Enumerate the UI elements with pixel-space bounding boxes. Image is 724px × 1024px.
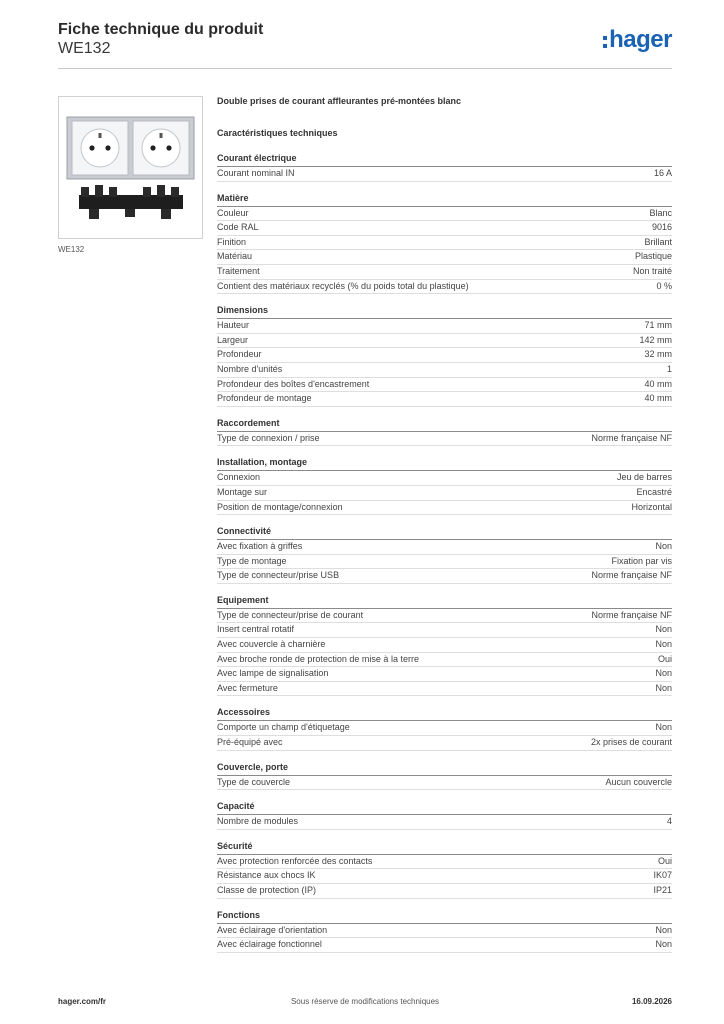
spec-row <box>217 250 672 265</box>
spec-row <box>217 884 672 899</box>
section-title: Equipement <box>217 594 672 609</box>
spec-value: 0 % <box>656 280 672 291</box>
spec-row <box>217 721 672 736</box>
image-caption: WE132 <box>58 245 85 254</box>
spec-value: Non <box>655 668 672 679</box>
spec-row <box>217 236 672 251</box>
section-title: Accessoires <box>217 706 672 721</box>
spec-value: Non <box>655 939 672 950</box>
spec-value: Brillant <box>644 236 672 247</box>
spec-row <box>217 334 672 349</box>
spec-row <box>217 540 672 555</box>
section-title: Installation, montage <box>217 456 672 471</box>
spec-value: 9016 <box>651 222 672 233</box>
spec-value: 71 mm <box>644 320 672 331</box>
footer-notice: Sous réserve de modifications techniques <box>290 997 440 1006</box>
spec-label: Insert central rotatif <box>217 624 295 635</box>
spec-row <box>217 378 672 393</box>
spec-label: Traitement <box>217 265 260 276</box>
spec-value: Blanc <box>649 207 672 218</box>
spec-row <box>217 363 672 378</box>
spec-value: 16 A <box>653 168 672 178</box>
header-divider <box>58 68 672 69</box>
spec-row <box>217 736 672 751</box>
spec-label: Finition <box>217 236 247 247</box>
spec-label: Profondeur <box>217 349 262 360</box>
spec-label: Avec broche ronde de protection de mise à la terre <box>217 653 419 664</box>
spec-value: 40 mm <box>644 378 672 389</box>
spec-row <box>217 653 672 668</box>
spec-value: 142 mm <box>639 334 672 345</box>
spec-label: Connexion <box>217 472 261 483</box>
tech-heading: Caractéristiques techniques <box>217 128 338 138</box>
spec-label: Type de connecteur/prise de courant <box>217 609 364 620</box>
spec-value: 1 <box>666 363 672 374</box>
spec-row <box>217 638 672 653</box>
spec-label: Avec couvercle à charnière <box>217 639 326 650</box>
spec-label: Code RAL <box>217 222 259 233</box>
document-title: Fiche technique du produit <box>58 21 264 38</box>
spec-row <box>217 869 672 884</box>
spec-label: Matériau <box>217 251 253 262</box>
spec-value: Horizontal <box>631 501 672 512</box>
logo-dots-icon <box>603 36 607 48</box>
spec-row <box>217 280 672 295</box>
spec-label: Avec protection renforcée des contacts <box>217 855 373 866</box>
spec-row <box>217 623 672 638</box>
spec-row <box>217 207 672 222</box>
spec-value: Non <box>655 624 672 635</box>
section-title: Courant électrique <box>217 152 672 167</box>
spec-label: Avec lampe de signalisation <box>217 668 329 679</box>
spec-value: 2x prises de courant <box>590 737 672 748</box>
spec-label: Montage sur <box>217 486 268 497</box>
spec-label: Hauteur <box>217 320 250 331</box>
spec-label: Pré-équipé avec <box>217 737 283 748</box>
spec-label: Avec éclairage d'orientation <box>217 924 328 935</box>
spec-row <box>217 938 672 953</box>
section-title: Raccordement <box>217 417 672 432</box>
spec-value: Non traité <box>632 265 672 276</box>
spec-value: Plastique <box>634 251 672 262</box>
section-title: Couvercle, porte <box>217 761 672 776</box>
spec-row <box>217 392 672 407</box>
spec-row <box>217 486 672 501</box>
spec-label: Nombre d'unités <box>217 363 283 374</box>
spec-label: Type de connecteur/prise USB <box>217 570 340 581</box>
spec-row <box>217 348 672 363</box>
spec-label: Contient des matériaux recyclés (% du poids total du plastique) <box>217 280 469 291</box>
spec-label: Avec éclairage fonctionnel <box>217 939 322 950</box>
section-title: Sécurité <box>217 840 672 855</box>
product-image <box>58 96 203 239</box>
spec-label: Profondeur des boîtes d'encastrement <box>217 378 370 389</box>
spec-label: Classe de protection (IP) <box>217 885 317 895</box>
spec-row <box>217 555 672 570</box>
spec-row <box>217 501 672 516</box>
page-footer <box>58 997 672 1011</box>
spec-value: Aucun couvercle <box>605 776 672 787</box>
spec-row <box>217 609 672 624</box>
logo-text: hager <box>609 26 672 53</box>
spec-label: Position de montage/connexion <box>217 501 343 512</box>
spec-label: Type de montage <box>217 555 287 566</box>
hager-logo[interactable] <box>603 26 672 54</box>
spec-value: Norme française NF <box>591 432 672 443</box>
spec-label: Type de connexion / prise <box>217 432 320 443</box>
spec-value: 4 <box>666 816 672 827</box>
section-title: Dimensions <box>217 304 672 319</box>
spec-label: Avec fermeture <box>217 682 278 693</box>
spec-label: Nombre de modules <box>217 816 299 827</box>
spec-value: IP21 <box>653 885 672 895</box>
spec-value: Non <box>655 722 672 733</box>
spec-row <box>217 776 672 791</box>
spec-row <box>217 682 672 697</box>
spec-row <box>217 855 672 870</box>
spec-value: Fixation par vis <box>611 555 672 566</box>
footer-date: 16.09.2026 <box>631 997 672 1006</box>
spec-value: Encastré <box>636 486 672 497</box>
product-reference: WE132 <box>58 40 111 57</box>
spec-label: Couleur <box>217 207 249 218</box>
double-socket-image <box>59 97 202 238</box>
spec-row <box>217 432 672 447</box>
spec-value: Non <box>655 682 672 693</box>
spec-label: Type de couvercle <box>217 776 291 787</box>
footer-website-link[interactable]: hager.com/fr <box>58 997 107 1006</box>
spec-value: IK07 <box>653 870 672 881</box>
spec-row <box>217 319 672 334</box>
spec-label: Profondeur de montage <box>217 393 312 404</box>
spec-row <box>217 569 672 584</box>
section-title: Capacité <box>217 800 672 815</box>
spec-sections <box>217 152 672 953</box>
spec-label: Comporte un champ d'étiquetage <box>217 722 350 733</box>
spec-value: 40 mm <box>644 393 672 404</box>
spec-row <box>217 221 672 236</box>
spec-row <box>217 167 672 182</box>
product-description: Double prises de courant affleurantes pré-montées blanc <box>217 96 462 106</box>
spec-value: Oui <box>657 855 672 866</box>
spec-label: Courant nominal IN <box>217 168 295 178</box>
section-title: Connectivité <box>217 525 672 540</box>
spec-row <box>217 667 672 682</box>
spec-value: Non <box>655 639 672 650</box>
spec-value: Oui <box>657 653 672 664</box>
spec-row <box>217 924 672 939</box>
spec-value: Norme française NF <box>591 609 672 620</box>
spec-label: Largeur <box>217 334 249 345</box>
spec-row <box>217 815 672 830</box>
spec-value: Non <box>655 924 672 935</box>
spec-row <box>217 471 672 486</box>
spec-label: Avec fixation à griffes <box>217 541 303 552</box>
spec-value: Norme française NF <box>591 570 672 581</box>
section-title: Matière <box>217 192 672 207</box>
spec-row <box>217 265 672 280</box>
spec-label: Résistance aux chocs IK <box>217 870 316 881</box>
spec-content <box>217 94 672 953</box>
section-title: Fonctions <box>217 909 672 924</box>
spec-value: Jeu de barres <box>616 472 672 483</box>
spec-value: 32 mm <box>644 349 672 360</box>
spec-value: Non <box>655 541 672 552</box>
